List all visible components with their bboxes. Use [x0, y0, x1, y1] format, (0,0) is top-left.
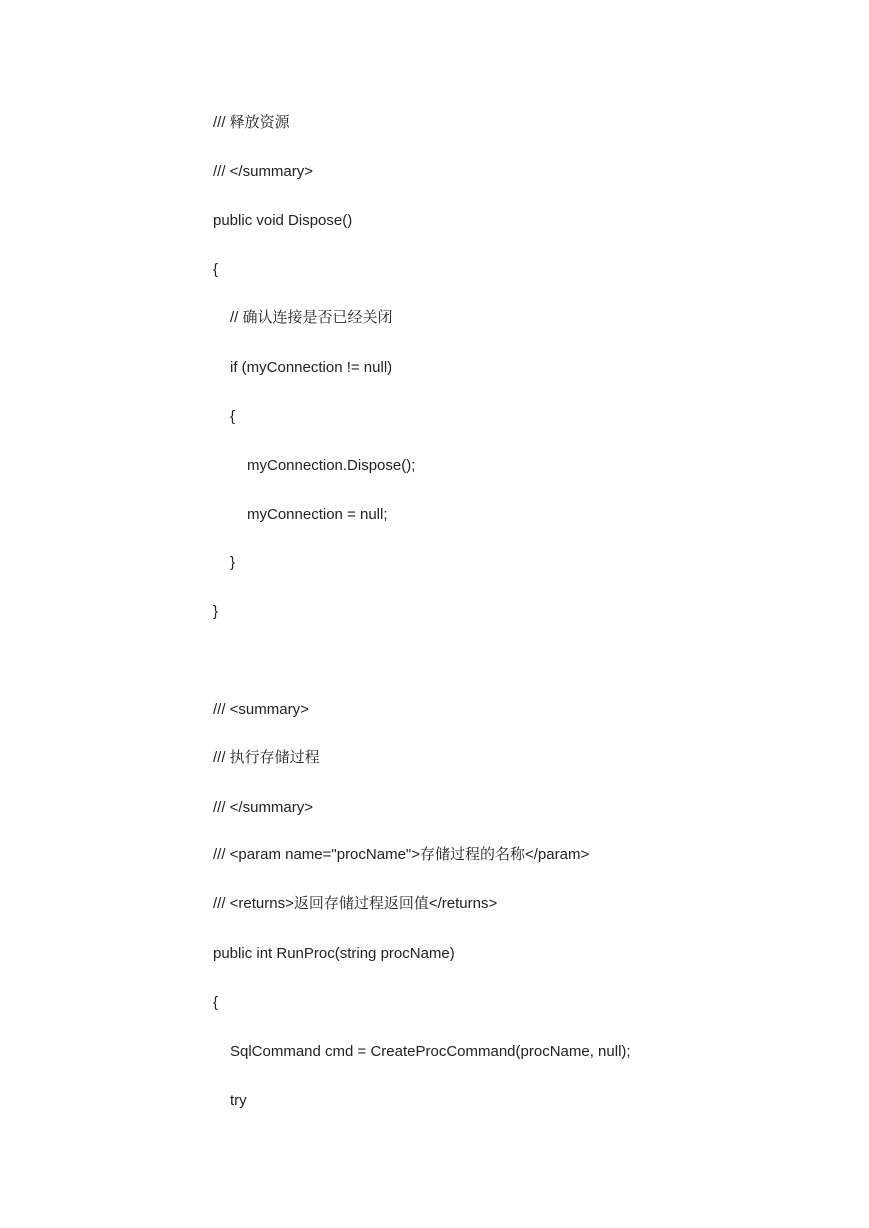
- code-line: if (myConnection != null): [230, 359, 393, 376]
- code-line: /// </summary>: [213, 799, 314, 816]
- code-line: // 确认连接是否已经关闭: [230, 309, 393, 326]
- code-line: SqlCommand cmd = CreateProcCommand(procName, null);: [230, 1043, 631, 1060]
- code-line: public void Dispose(): [213, 212, 353, 229]
- code-line: {: [230, 408, 236, 425]
- code-line: /// <summary>: [213, 701, 309, 718]
- code-line: myConnection = null;: [247, 506, 388, 523]
- code-line: /// 执行存储过程: [213, 749, 320, 766]
- code-line: /// </summary>: [213, 163, 314, 180]
- code-line: myConnection.Dispose();: [247, 457, 416, 474]
- code-line: }: [213, 603, 219, 620]
- code-line: {: [213, 994, 219, 1011]
- code-line: try: [230, 1092, 247, 1109]
- code-line: }: [230, 554, 236, 571]
- code-line: /// <param name="procName">存储过程的名称</param>: [213, 846, 590, 863]
- code-line: {: [213, 261, 219, 278]
- code-line: /// 释放资源: [213, 114, 290, 131]
- code-line: public int RunProc(string procName): [213, 945, 455, 962]
- code-line: /// <returns>返回存储过程返回值</returns>: [213, 895, 498, 912]
